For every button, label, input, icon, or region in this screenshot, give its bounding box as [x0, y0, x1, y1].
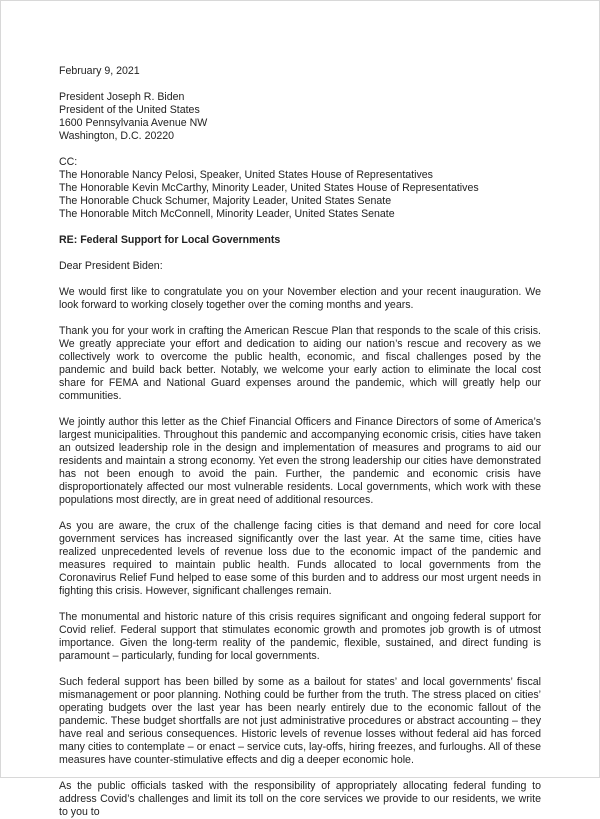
body-paragraph: Thank you for your work in crafting the American Rescue Plan that responds to the scale of this crisis. We greatly appreciate your effort and dedication to aiding our nation’s rescue and recovery as we collectively work to overcome the public health, economic, and fiscal challenges posed by the pandemic and build back better. Notably, we welcome your early action to eliminate the local cost share for FEMA and National Guard expenses around the pandemic, which will greatly help our communities. — [59, 325, 541, 402]
letter-body — [59, 65, 541, 819]
recipient-city: Washington, D.C. 20220 — [59, 130, 175, 142]
body-paragraph: We jointly author this letter as the Chief Financial Officers and Finance Directors of some of America’s largest municipalities. Throughout this pandemic and accompanying economic crisis, cities have taken an outsized leadership role in the design and implementation of measures and programs to aid our residents and maintain a strong economy. Yet even the strong leadership our cities have demonstrated has not been enough to avoid the pain. Further, the pandemic and economic crisis have disproportionately affected our most vulnerable residents. Local governments, which work with these populations most directly, are in great need of additional resources. — [59, 416, 541, 506]
body-paragraph: Such federal support has been billed by some as a bailout for states’ and local governments’ fiscal mismanagement or poor planning. Nothing could be further from the truth. The stress placed on cities’ operating budgets over the last year has been nearly entirely due to the economic fallout of the pandemic. These budget shortfalls are not just administrative procedures or abstract accounting – they have real and serious consequences. Historic levels of revenue losses without federal aid has forced many cities to contemplate – or enact – service cuts, lay-offs, hiring freezes, and furloughs. All of these measures have counter-stimulative effects and dig a deeper economic hole. — [59, 676, 541, 766]
salutation: Dear President Biden: — [59, 260, 163, 272]
cc-line: The Honorable Mitch McConnell, Minority Leader, United States Senate — [59, 208, 395, 220]
body-paragraph: We would first like to congratulate you on your November election and your recent inauguration. We look forward to working closely together over the coming months and years. — [59, 286, 541, 311]
body-paragraph: As the public officials tasked with the responsibility of appropriately allocating federal funding to address Covid’s challenges and limit its toll on the core services we provide to our residents, we write to you to — [59, 780, 541, 818]
cc-line: The Honorable Kevin McCarthy, Minority Leader, United States House of Representatives — [59, 182, 479, 194]
recipient-name: President Joseph R. Biden — [59, 91, 185, 103]
recipient-street: 1600 Pennsylvania Avenue NW — [59, 117, 208, 129]
cc-line: The Honorable Nancy Pelosi, Speaker, United States House of Representatives — [59, 169, 433, 181]
cc-block — [59, 156, 541, 221]
body-paragraph: The monumental and historic nature of this crisis requires significant and ongoing federal support for Covid relief. Federal support that stimulates economic growth and promotes job growth is of utmost importance. Given the long-term reality of the pandemic, flexible, sustained, and direct funding is paramount – particularly, funding for local governments. — [59, 611, 541, 662]
recipient-address — [59, 91, 541, 143]
subject-line: RE: Federal Support for Local Governments — [59, 234, 281, 246]
body-paragraph: As you are aware, the crux of the challenge facing cities is that demand and need for core local government services has increased significantly over the last year. At the same time, cities have realized unprecedented levels of revenue loss due to the economic impact of the pandemic and measures required to maintain public health. Funds allocated to local governments from the Coronavirus Relief Fund helped to ease some of this burden and to address our most urgent needs in fighting this crisis. However, significant challenges remain. — [59, 520, 541, 597]
recipient-title: President of the United States — [59, 104, 200, 116]
letter-date: February 9, 2021 — [59, 65, 140, 77]
cc-line: The Honorable Chuck Schumer, Majority Leader, United States Senate — [59, 195, 392, 207]
cc-label: CC: — [59, 156, 78, 168]
